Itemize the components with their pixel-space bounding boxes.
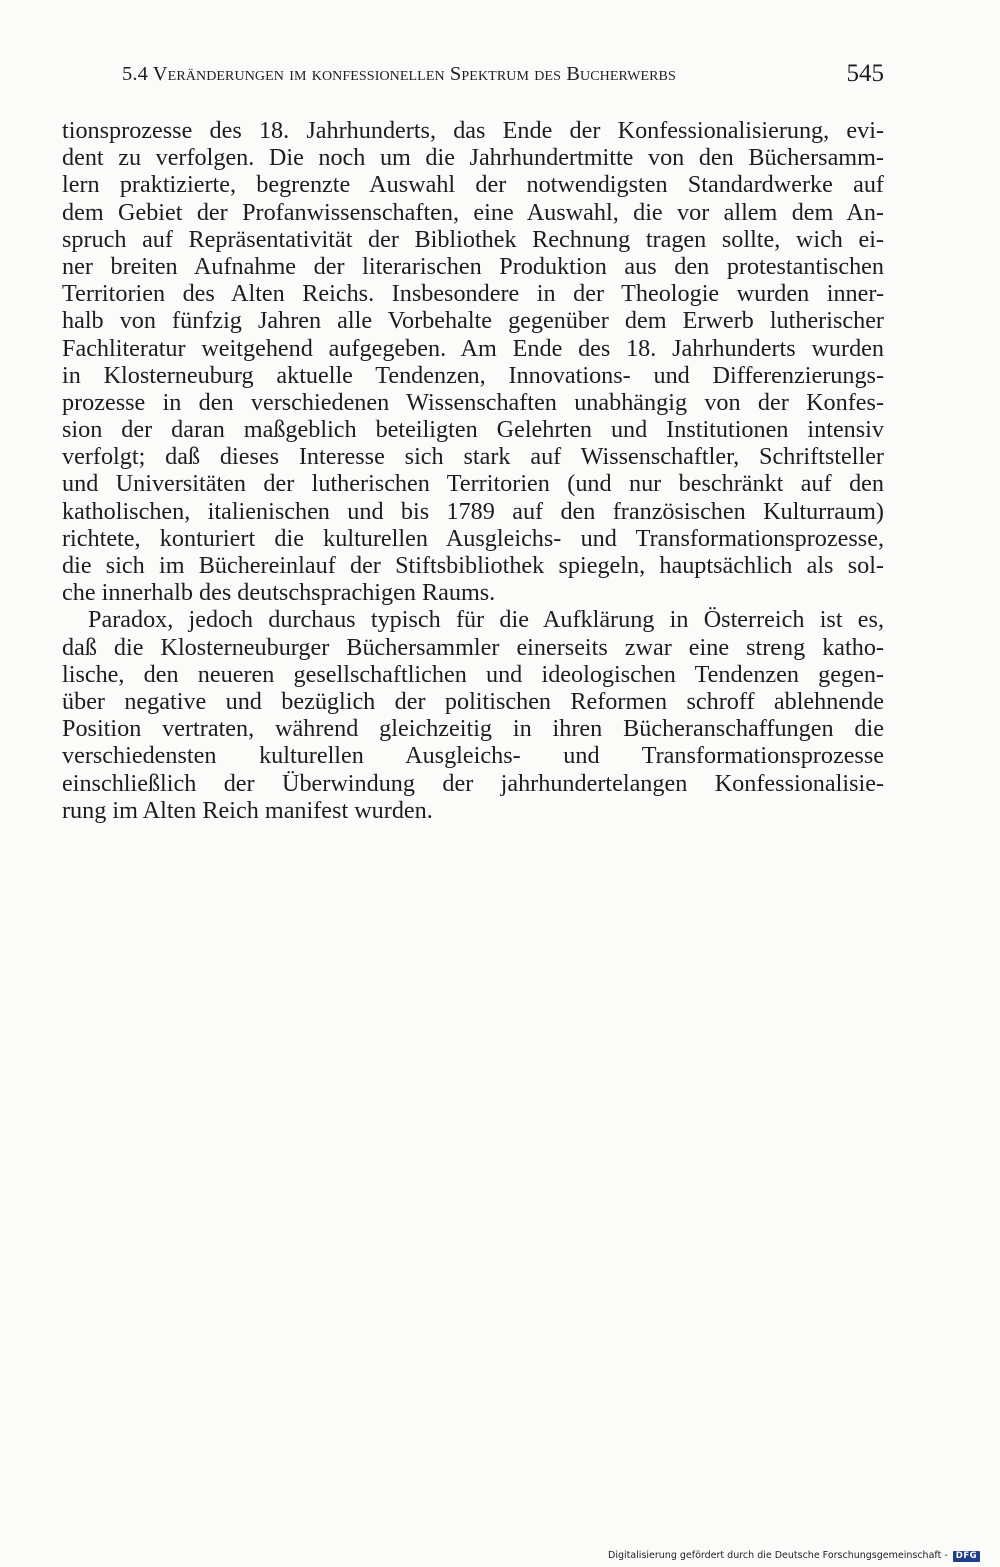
text-line: verschiedensten kulturellen Ausgleichs- und Transformationsprozesse <box>62 742 884 770</box>
digitization-note: Digitalisierung gefördert durch die Deutsche Forschungsgemeinschaft - <box>608 1550 948 1561</box>
text-line: rung im Alten Reich manifest wurden. <box>62 796 433 824</box>
text-line: che innerhalb des deutschsprachigen Raums. <box>62 579 496 607</box>
text-line: katholischen, italienischen und bis 1789 auf den französischen Kulturraum) <box>62 497 884 525</box>
text-line: tionsprozesse des 18. Jahrhunderts, das Ende der Konfessionalisierung, evi- <box>62 117 884 144</box>
body-text <box>62 117 884 824</box>
digitization-footer <box>608 1549 980 1563</box>
text-line: und Universitäten der lutherischen Territorien (und nur beschränkt auf den <box>62 470 884 498</box>
text-line: lern praktizierte, begrenzte Auswahl der notwendigsten Standardwerke auf <box>62 171 884 199</box>
running-head <box>62 56 884 92</box>
text-line: halb von fünfzig Jahren alle Vorbehalte gegenüber dem Erwerb lutherischer <box>62 307 884 335</box>
text-line: einschließlich der Überwindung der jahrhundertelangen Konfessionalisie- <box>62 769 884 797</box>
text-line: lische, den neueren gesellschaftlichen und ideologischen Tendenzen gegen- <box>62 660 884 688</box>
text-line: dent zu verfolgen. Die noch um die Jahrhundertmitte von den Büchersamm- <box>62 144 884 172</box>
page-number: 545 <box>846 60 884 87</box>
text-line: richtete, konturiert die kulturellen Ausgleichs- und Transformationsprozesse, <box>62 524 884 552</box>
text-line: in Klosterneuburg aktuelle Tendenzen, Innovations- und Differenzierungs- <box>62 361 884 389</box>
text-line: prozesse in den verschiedenen Wissenschaften unabhängig von der Konfes- <box>62 388 884 416</box>
dfg-logo-icon: DFG <box>953 1551 980 1562</box>
paragraph-1 <box>62 117 884 606</box>
text-line: Fachliteratur weitgehend aufgegeben. Am Ende des 18. Jahrhunderts wurden <box>62 334 884 362</box>
paragraph-2 <box>62 606 884 824</box>
text-line: über negative und bezüglich der politischen Reformen schroff ablehnende <box>62 687 884 715</box>
text-line: Position vertraten, während gleichzeitig in ihren Bücheranschaffungen die <box>62 715 884 743</box>
text-line: daß die Klosterneuburger Büchersammler einerseits zwar eine streng katho- <box>62 633 884 661</box>
text-line: dem Gebiet der Profanwissenschaften, eine Auswahl, die vor allem dem An- <box>62 198 884 226</box>
text-line: verfolgt; daß dieses Interesse sich stark auf Wissenschaftler, Schriftsteller <box>62 443 884 471</box>
text-line: die sich im Büchereinlauf der Stiftsbibliothek spiegeln, hauptsächlich als sol- <box>62 552 884 579</box>
text-line: ner breiten Aufnahme der literarischen Produktion aus den protestantischen <box>62 252 884 280</box>
running-title: 5.4 Veränderungen im konfessionellen Spektrum des Bucherwerbs <box>122 63 676 85</box>
text-line: Territorien des Alten Reichs. Insbesondere in der Theologie wurden inner- <box>62 280 884 308</box>
text-line: Paradox, jedoch durchaus typisch für die Aufklärung in Österreich ist es, <box>88 606 884 634</box>
text-line: sion der daran maßgeblich beteiligten Gelehrten und Institutionen intensiv <box>62 416 884 444</box>
text-line: spruch auf Repräsentativität der Bibliothek Rechnung tragen sollte, wich ei- <box>62 225 884 253</box>
